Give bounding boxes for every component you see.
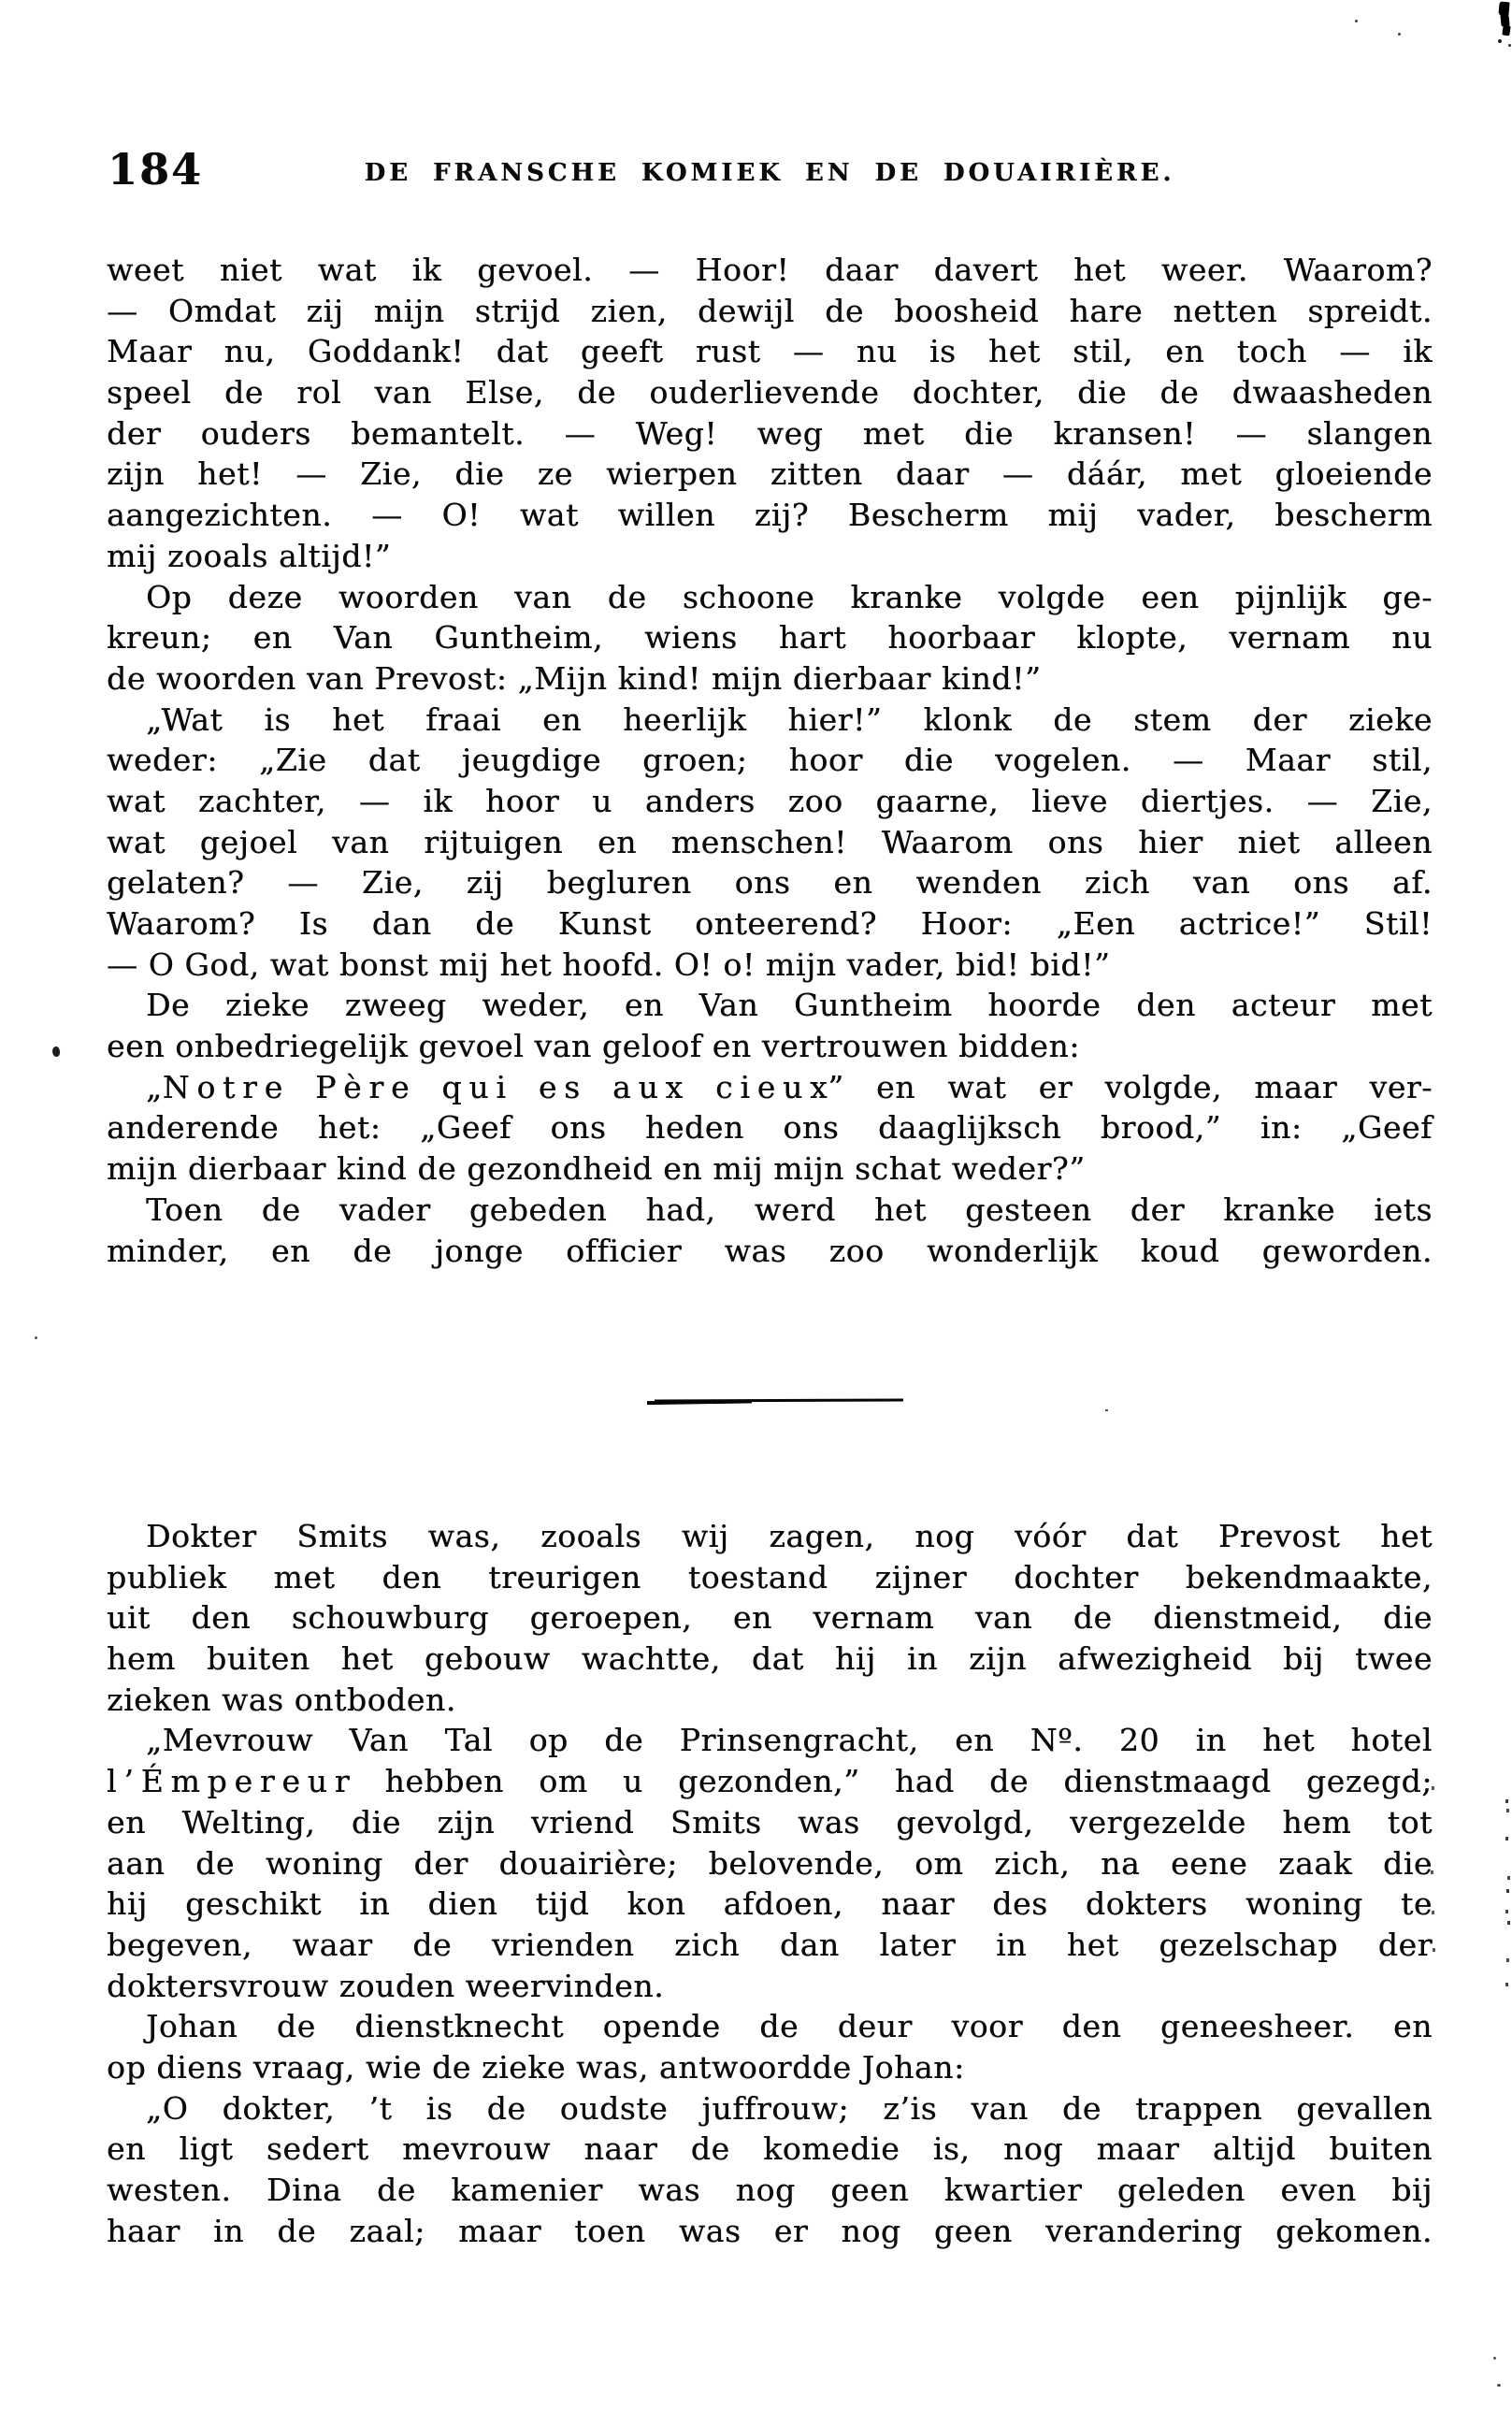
text-line: — O God, wat bonst mij het hoofd. O! o! mijn vader, bid! bid!”	[107, 946, 1111, 983]
scan-speck	[35, 1336, 37, 1339]
text-line: „O dokter, ’t is de oudste juffrouw; z’is van de trappen gevallen	[146, 2089, 1433, 2127]
text-line: weet niet wat ik gevoel. — Hoor! daar davert het weer. Waarom?	[107, 252, 1433, 288]
section-divider-rule	[655, 1399, 903, 1403]
scan-speck	[1105, 1409, 1108, 1411]
text-line: mij zooals altijd!”	[107, 537, 392, 574]
text-line: zieken was ontboden.	[107, 1681, 456, 1718]
text-line: hem buiten het gebouw wachtte, dat hij in zijn afwezigheid bij twee	[107, 1640, 1433, 1678]
text-line: speel de rol van Else, de ouderlievende dochter, die de dwaasheden	[107, 374, 1433, 411]
text-line: „Wat is het fraai en heerlijk hier!” klonk de stem der zieke	[146, 700, 1433, 738]
scan-speck	[1398, 33, 1401, 36]
scan-speck	[1497, 2384, 1501, 2387]
text-line: de woorden van Prevost: „Mijn kind! mijn dierbaar kind!”	[107, 659, 1042, 697]
text-line: anderende het: „Geef ons heden ons daaglijksch brood,” in: „Geef	[107, 1109, 1433, 1147]
text-line: Maar nu, Goddank! dat geeft rust — nu is het stil, en toch — ik	[107, 333, 1433, 370]
running-header-title: DE FRANSCHE KOMIEK EN DE DOUAIRIÈRE.	[364, 159, 1175, 187]
margin-ink-mark	[51, 1046, 61, 1058]
text-line: wat gejoel van rijtuigen en menschen! Waarom ons hier niet alleen	[107, 823, 1433, 860]
text-line: wat zachter, — ik hoor u anders zoo gaarne, lieve diertjes. — Zie,	[107, 782, 1433, 819]
page-number: 184	[108, 144, 204, 195]
text-line: doktersvrouw zouden weervinden.	[107, 1967, 665, 2004]
text-line: en Welting, die zijn vriend Smits was gevolgd, vergezelde hem tot	[107, 1803, 1433, 1841]
ink-smudge	[1502, 24, 1510, 36]
text-section-after-break	[107, 1516, 1433, 2251]
text-line: Waarom? Is dan de Kunst onteerend? Hoor: „Een actrice!” Stil!	[107, 905, 1433, 942]
text-line: weder: „Zie dat jeugdige groen; hoor die vogelen. — Maar stil,	[107, 742, 1433, 779]
text-line: De zieke zweeg weder, en Van Guntheim hoorde den acteur met	[146, 987, 1433, 1024]
text-line: Op deze woorden van de schoone kranke volgde een pijnlijk ge-	[146, 578, 1433, 615]
text-line: hij geschikt in dien tijd kon afdoen, naar des dokters woning te	[107, 1885, 1433, 1923]
text-line: „Mevrouw Van Tal op de Prinsengracht, en Nº. 20 in het hotel	[146, 1722, 1433, 1759]
text-line: der ouders bemantelt. — Weg! weg met die kransen! — slangen	[107, 414, 1433, 452]
scan-speck	[1355, 20, 1358, 22]
text-line: een onbedriegelijk gevoel van geloof en vertrouwen bidden:	[107, 1028, 1081, 1065]
text-line: uit den schouwburg geroepen, en vernam van de dienstmeid, die	[107, 1599, 1433, 1637]
text-line: haar in de zaal; maar toen was er nog geen verandering gekomen.	[107, 2212, 1433, 2249]
text-line: minder, en de jonge officier was zoo wonderlijk koud geworden.	[107, 1232, 1433, 1269]
scan-speck	[1493, 2357, 1496, 2360]
text-line: mijn dierbaar kind de gezondheid en mij mijn schat weder?”	[107, 1150, 1086, 1188]
text-line: aangezichten. — O! wat willen zij? Bescherm mij vader, bescherm	[107, 497, 1433, 534]
text-line: Toen de vader gebeden had, werd het gesteen der kranke iets	[146, 1191, 1433, 1228]
text-line: zijn het! — Zie, die ze wierpen zitten daar — dáár, met gloeiende	[107, 455, 1433, 493]
text-line: — Omdat zij mijn strijd zien, dewijl de boosheid hare netten spreidt.	[107, 292, 1433, 329]
text-section-before-break	[107, 250, 1433, 1271]
text-line: Johan de dienstknecht opende de deur voor den geneesheer. en	[146, 2008, 1433, 2045]
text-line: kreun; en Van Guntheim, wiens hart hoorbaar klopte, vernam nu	[107, 619, 1433, 657]
text-line: en ligt sedert mevrouw naar de komedie is, nog maar altijd buiten	[107, 2130, 1433, 2168]
text-line: gelaten? — Zie, zij begluren ons en wenden zich van ons af.	[107, 864, 1433, 902]
text-line: op diens vraag, wie de zieke was, antwoordde Johan:	[107, 2048, 965, 2086]
text-line: l ’ É m p e r e u r hebben om u gezonden,” had de dienstmaagd gezegd;	[107, 1763, 1433, 1800]
text-line: publiek met den treurigen toestand zijner dochter bekendmaakte,	[107, 1558, 1433, 1595]
text-line: „N o t r e P è r e q u i e s a u x c i e u x” en wat er volgde, maar ver-	[146, 1068, 1433, 1105]
page-edge-specks	[1505, 1799, 1508, 1803]
scan-speck	[1508, 44, 1511, 47]
text-line: begeven, waar de vrienden zich dan later in het gezelschap der	[107, 1926, 1433, 1963]
text-line: Dokter Smits was, zooals wij zagen, nog vóór dat Prevost het	[146, 1518, 1433, 1554]
scan-speck	[1498, 39, 1502, 43]
text-line: aan de woning der douairière; belovende, om zich, na eene zaak die	[107, 1844, 1433, 1882]
text-line: westen. Dina de kamenier was nog geen kwartier geleden even bij	[107, 2172, 1433, 2208]
